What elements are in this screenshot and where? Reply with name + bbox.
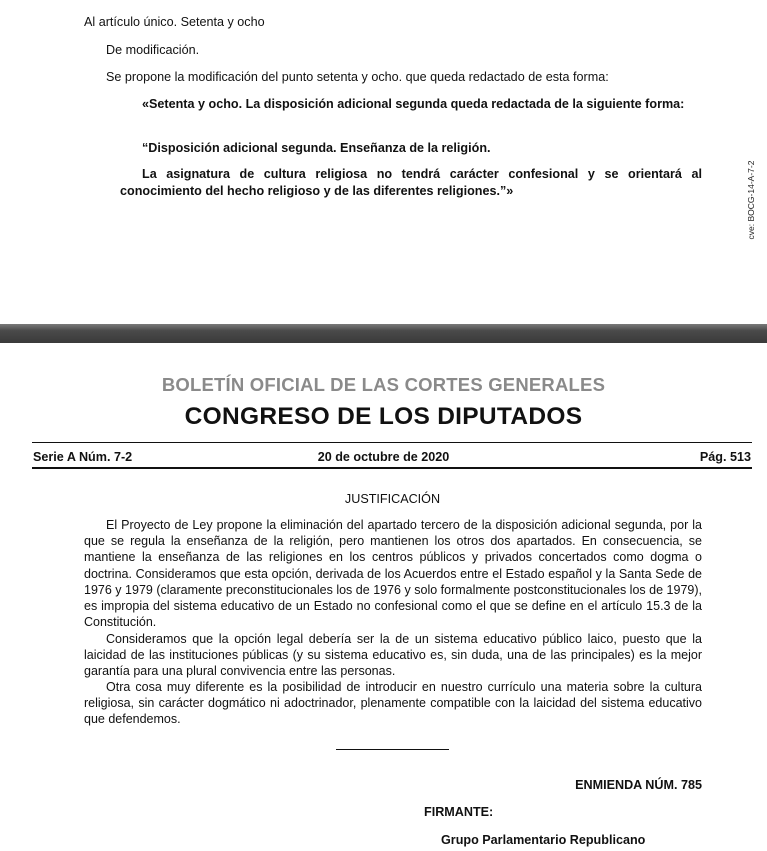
issue-date: 20 de octubre de 2020 (317, 450, 450, 464)
signatory-group: Grupo Parlamentario Republicano (441, 833, 646, 847)
justification-paragraph-1: El Proyecto de Ley propone la eliminación del apartado tercero de la disposición adicional segunda, por la que se regula la enseñanza de la religión, pero mantienen los otros dos apartados. En consecuencia, se mantiene la enseñanza de las religiones en los centros públicos y privados concertados como dogma o doctrina. Consideramos que esta opción, derivada de los Acuerdos entre el Estado español y la Santa Sede de 1976 y 1979 (claramente preconstitucionales los de 1976 y solo formalmente postconstitucionales los de 1979), es impropia del sistema educativo de un Estado no confesional como el que se define en el artículo 15.3 de la Constitución. (84, 518, 702, 630)
justification-paragraph-3: Otra cosa muy diferente es la posibilidad de introducir en nuestro currículo una materia sobre la cultura religiosa, sin carácter dogmático ni adoctrinador, plenamente compatible con la laicidad del sistema educativo que defendemos. (84, 680, 702, 727)
quoted-amendment-heading: «Setenta y ocho. La disposición adicional segunda queda redactada de la siguiente forma: (142, 97, 685, 111)
amendment-number: ENMIENDA NÚM. 785 (575, 778, 702, 792)
quoted-provision-text: La asignatura de cultura religiosa no tendrá carácter confesional y se orientará al conocimiento del hecho religioso y de las diferentes religiones.”» (120, 167, 702, 198)
page-number: Pág. 513 (699, 450, 751, 464)
header-rule-top (32, 442, 752, 443)
chamber-title: CONGRESO DE LOS DIPUTADOS (184, 403, 583, 430)
modification-intro: Se propone la modificación del punto setenta y ocho. que queda redactado de esta forma: (106, 70, 609, 84)
article-reference: Al artículo único. Setenta y ocho (84, 15, 265, 29)
series-number: Serie A Núm. 7-2 (33, 450, 133, 464)
section-title: JUSTIFICACIÓN (344, 492, 441, 506)
cve-code: cve: BOCG-14-A-7-2 (746, 160, 756, 240)
page-break (0, 324, 767, 343)
justification-paragraph-2: Consideramos que la opción legal debería ser la de un sistema educativo público laico, puesto que la laicidad de las instituciones públicas (y su sistema educativo es, sin duda, una de las principales) es la mejor garantía para una plural convivencia entre las personas. (84, 632, 702, 679)
header-rule-bottom (32, 467, 752, 469)
publication-title: BOLETÍN OFICIAL DE LAS CORTES GENERALES (161, 374, 606, 395)
modification-type: De modificación. (106, 43, 200, 57)
signatory-label: FIRMANTE: (424, 805, 494, 819)
separator-rule (336, 749, 449, 750)
quoted-provision-title: “Disposición adicional segunda. Enseñanza de la religión. (142, 141, 491, 155)
